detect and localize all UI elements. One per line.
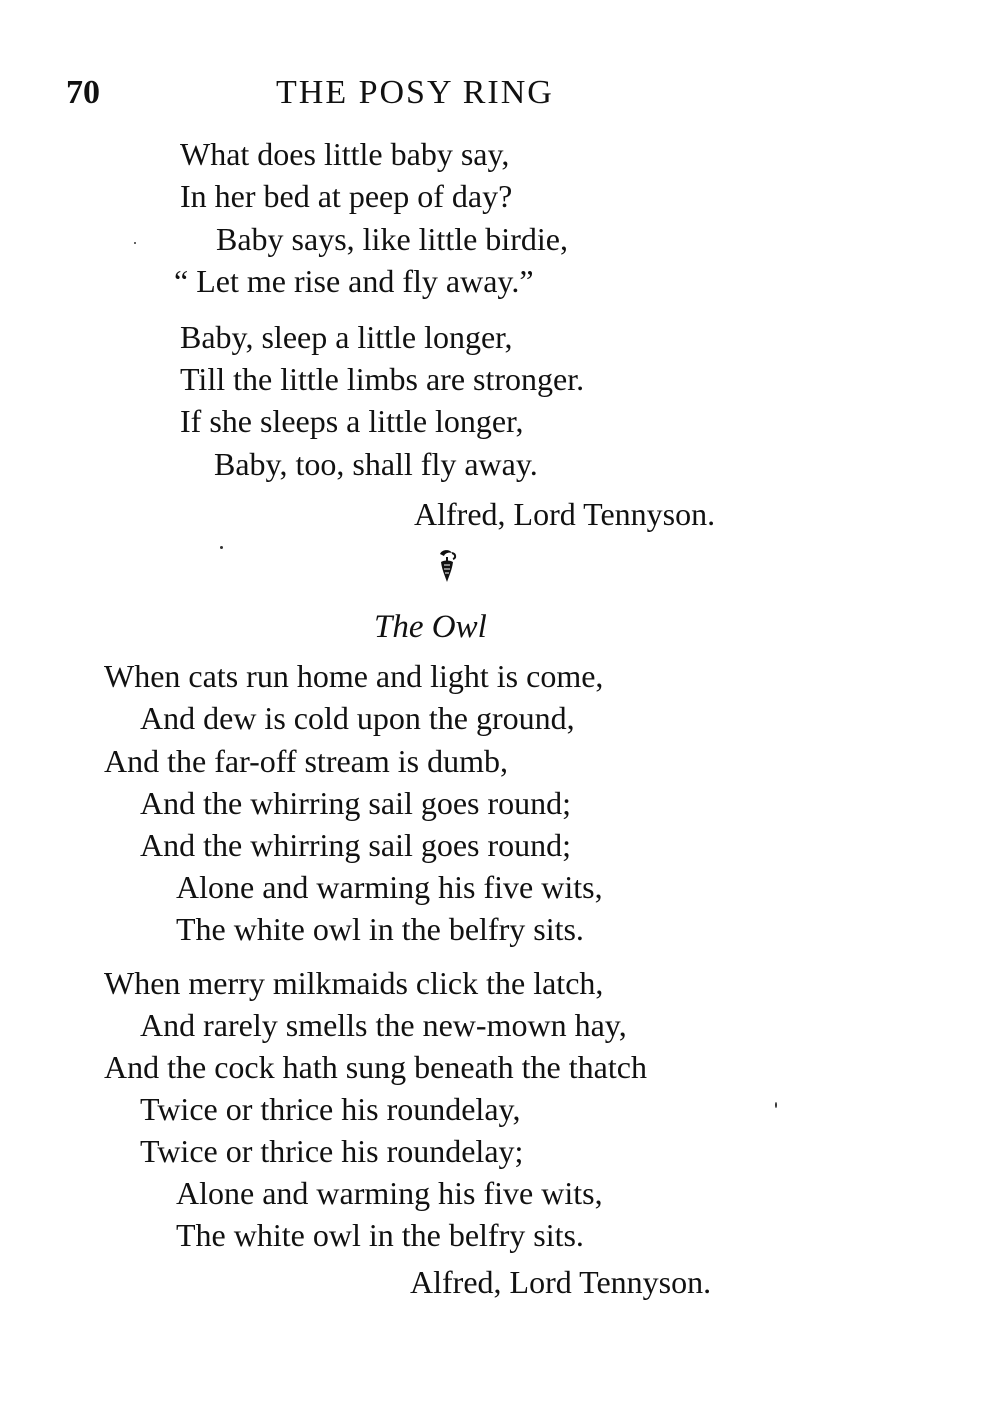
page-number: 70 <box>66 74 100 111</box>
poem-line: The white owl in the belfry sits. <box>176 1217 584 1253</box>
poem-line: Twice or thrice his roundelay, <box>140 1091 521 1127</box>
scan-speck <box>134 242 136 244</box>
poem-line: And the whirring sail goes round; <box>140 785 572 821</box>
poem-line: If she sleeps a little longer, <box>180 403 524 439</box>
poem-line: Baby says, like little birdie, <box>216 221 568 257</box>
poem-line: Baby, sleep a little longer, <box>180 319 513 355</box>
scan-speck <box>220 546 223 549</box>
poem-line: And dew is cold upon the ground, <box>140 700 575 736</box>
poem-line: “ Let me rise and fly away.” <box>174 263 534 299</box>
poem-line: In her bed at peep of day? <box>180 178 513 214</box>
poem-line: And the cock hath sung beneath the thatch <box>104 1049 647 1085</box>
poem-line: Till the little limbs are stronger. <box>180 361 585 397</box>
floral-ornament-icon <box>432 548 462 588</box>
poem-line: The white owl in the belfry sits. <box>176 911 584 947</box>
author-signature: Alfred, Lord Tennyson. <box>414 496 716 532</box>
scan-speck <box>775 1102 777 1108</box>
running-title: THE POSY RING <box>276 74 554 111</box>
poem-line: When cats run home and light is come, <box>104 658 604 694</box>
author-signature: Alfred, Lord Tennyson. <box>410 1264 712 1300</box>
poem-line: What does little baby say, <box>180 136 510 172</box>
poem-line: When merry milkmaids click the latch, <box>104 965 604 1001</box>
poem-title: The Owl <box>374 609 487 645</box>
poem-line: Baby, too, shall fly away. <box>214 446 538 482</box>
poem-line: Twice or thrice his roundelay; <box>140 1133 524 1169</box>
page-header <box>0 74 1000 118</box>
poem-line: Alone and warming his five wits, <box>176 869 603 905</box>
poem-line: And the far-off stream is dumb, <box>104 743 508 779</box>
poem-line: Alone and warming his five wits, <box>176 1175 603 1211</box>
poem-line: And the whirring sail goes round; <box>140 827 572 863</box>
poem-line: And rarely smells the new-mown hay, <box>140 1007 627 1043</box>
